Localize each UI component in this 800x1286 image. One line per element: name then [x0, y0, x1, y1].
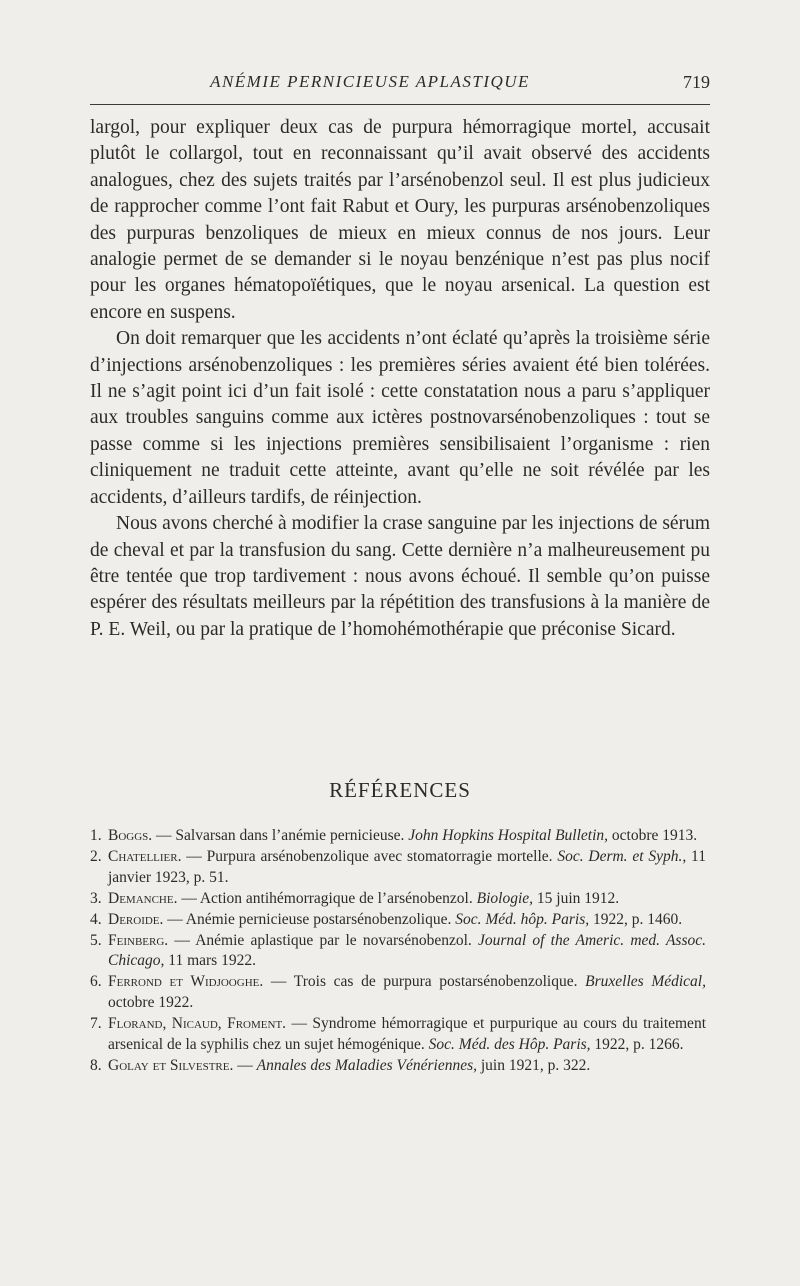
reference-item: [90, 847, 706, 889]
reference-details: octobre 1913.: [608, 827, 698, 844]
reference-details: 1922, p. 1460.: [589, 910, 683, 928]
reference-author: Feinberg.: [108, 931, 169, 949]
reference-source: Journal of the Americ. med. Assoc. Chicago,: [108, 931, 706, 970]
reference-title: — Trois cas de purpura postarsénobenzolique.: [263, 973, 586, 991]
reference-title: — Action antihémorragique de l’arsénobenzol.: [177, 889, 477, 907]
reference-number: 8.: [90, 1056, 102, 1074]
reference-details: 15 juin 1912.: [533, 889, 620, 907]
reference-author: Demanche.: [108, 889, 178, 907]
reference-item: [90, 889, 706, 910]
reference-title: — Anémie pernicieuse postarsénobenzolique.: [163, 910, 456, 928]
reference-number: 7.: [90, 1015, 102, 1033]
reference-item: [90, 972, 706, 1014]
reference-number: 2.: [90, 847, 102, 865]
page-number: 719: [683, 72, 710, 92]
reference-source: Soc. Derm. et Syph.,: [557, 847, 687, 865]
reference-item: [90, 931, 706, 973]
reference-number: 4.: [90, 910, 102, 928]
reference-title: — Salvarsan dans l’anémie pernicieuse.: [152, 827, 409, 844]
reference-details: 11 mars 1922.: [164, 952, 256, 970]
reference-details: juin 1921, p. 322.: [477, 1056, 591, 1074]
body-text: [90, 115, 710, 643]
reference-details: 1922, p. 1266.: [590, 1036, 684, 1054]
running-title: ANÉMIE PERNICIEUSE APLASTIQUE: [210, 72, 530, 91]
reference-source: Bruxelles Médical,: [585, 973, 706, 991]
reference-title: — Purpura arsénobenzolique avec stomatorragie mortelle.: [181, 847, 558, 865]
reference-author: Chatellier.: [108, 847, 182, 865]
reference-source: John Hopkins Hospital Bulletin,: [408, 827, 609, 844]
reference-title: — Anémie aplastique par le novarsénobenzol.: [168, 931, 478, 949]
reference-source: Soc. Méd. des Hôp. Paris,: [428, 1036, 591, 1054]
reference-source: Soc. Méd. hôp. Paris,: [455, 910, 590, 928]
reference-author: Golay et Silvestre.: [108, 1056, 234, 1074]
reference-title: — Syndrome hémorragique et purpurique au cours du traitement arsenical de la syphilis chez un sujet hémogénique.: [108, 1015, 706, 1054]
reference-source: Biologie,: [476, 889, 534, 907]
reference-number: 6.: [90, 973, 102, 991]
reference-item: [90, 826, 706, 847]
reference-author: Florand, Nicaud, Froment.: [108, 1015, 287, 1033]
paragraph: Nous avons cherché à modifier la crase sanguine par les injections de sérum de cheval et par la transfusion du sang. Cette dernière n’a malheureusement pu être tentée que trop tardivement : nous avons échoué. Il semble qu’on puisse espérer des résultats meilleurs par la répétition des transfusions à la manière de P. E. Weil, ou par la pratique de l’homohémothérapie que préconise Sicard.: [90, 513, 710, 640]
reference-number: 5.: [90, 931, 102, 949]
reference-author: Boggs.: [108, 827, 153, 844]
reference-number: 1.: [90, 827, 102, 844]
reference-details: 11 janvier 1923, p. 51.: [108, 847, 706, 886]
reference-author: Ferrond et Widjooghe.: [108, 973, 264, 991]
paragraph: On doit remarquer que les accidents n’ont éclaté qu’après la troisième série d’injections arsénobenzoliques : les premières séries avaient été bien tolérées. Il ne s’agit point ici d’un fait isolé : cette constatation nous a paru s’appliquer aux troubles sanguins comme aux ictères postnovarsénobenzoliques : tout se passe comme si les injections premières sensibilisaient l’organisme : rien cliniquement ne traduit cette atteinte, avant qu’elle ne soit révélée par les accidents, d’ailleurs tardifs, de réinjection.: [90, 328, 710, 508]
reference-title: —: [233, 1056, 257, 1074]
reference-item: [90, 1014, 706, 1056]
reference-item: [90, 910, 706, 931]
reference-source: Annales des Maladies Vénériennes,: [256, 1056, 477, 1074]
reference-author: Deroide.: [108, 910, 164, 928]
references-list: [90, 826, 706, 1077]
reference-details: octobre 1922.: [108, 994, 194, 1012]
reference-item: [90, 1056, 706, 1077]
reference-number: 3.: [90, 889, 102, 907]
references-heading: RÉFÉRENCES: [329, 778, 471, 802]
paragraph: largol, pour expliquer deux cas de purpura hémorragique mortel, accusait plutôt le collargol, tout en reconnaissant qu’il avait observé des accidents analogues, chez des sujets traités par l’arsénobenzol seul. Il est plus judicieux de rapprocher comme l’ont fait Rabut et Oury, les purpuras arsénobenzoliques des purpuras benzoliques de mieux en mieux connus de nos jours. Leur analogie permet de se demander si le noyau benzénique n’est pas plus nocif pour les organes hématopoïétiques, que le noyau arsenical. La question est encore en suspens.: [90, 117, 710, 323]
running-header: [90, 70, 710, 105]
